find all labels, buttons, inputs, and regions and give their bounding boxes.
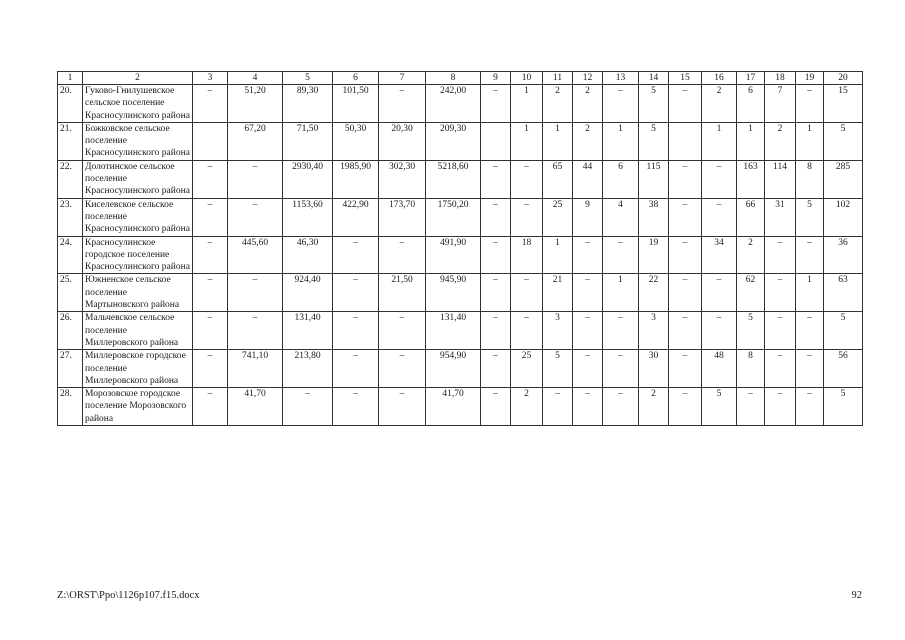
column-header: 11 bbox=[543, 72, 573, 85]
table-cell: – bbox=[481, 350, 511, 388]
table-cell: 18 bbox=[511, 236, 543, 274]
table-cell: – bbox=[765, 274, 796, 312]
table-cell: 41,70 bbox=[426, 388, 481, 426]
table-cell: 5 bbox=[796, 198, 824, 236]
table-row bbox=[58, 85, 863, 123]
table-cell: 954,90 bbox=[426, 350, 481, 388]
table-cell: 30 bbox=[639, 350, 669, 388]
settlement-name: Южненское сельское поселение Мартыновского района bbox=[83, 274, 193, 312]
table-cell: 63 bbox=[824, 274, 863, 312]
table-cell: 491,90 bbox=[426, 236, 481, 274]
table-cell: 51,20 bbox=[228, 85, 283, 123]
table-cell: 20,30 bbox=[379, 122, 426, 160]
table-cell: 44 bbox=[573, 160, 603, 198]
table-cell: – bbox=[193, 236, 228, 274]
table-cell: – bbox=[379, 312, 426, 350]
table-cell: 15 bbox=[824, 85, 863, 123]
table-cell: – bbox=[228, 160, 283, 198]
table-cell: – bbox=[379, 350, 426, 388]
table-cell: – bbox=[481, 198, 511, 236]
table-cell: 67,20 bbox=[228, 122, 283, 160]
table-cell: 1 bbox=[511, 122, 543, 160]
table-cell: 36 bbox=[824, 236, 863, 274]
table-cell: – bbox=[765, 236, 796, 274]
table-cell: 89,30 bbox=[283, 85, 333, 123]
table-cell: – bbox=[193, 198, 228, 236]
table-cell: 2 bbox=[702, 85, 737, 123]
settlement-name: Божковское сельское поселение Красносулинского района bbox=[83, 122, 193, 160]
table-cell: – bbox=[511, 312, 543, 350]
column-header: 8 bbox=[426, 72, 481, 85]
column-header: 2 bbox=[83, 72, 193, 85]
table-cell: – bbox=[573, 274, 603, 312]
table-cell: 8 bbox=[737, 350, 765, 388]
column-header: 5 bbox=[283, 72, 333, 85]
table-cell: 6 bbox=[737, 85, 765, 123]
table-cell: – bbox=[796, 312, 824, 350]
table-cell: – bbox=[603, 350, 639, 388]
settlement-name: Долотинское сельское поселение Красносулинского района bbox=[83, 160, 193, 198]
column-header: 18 bbox=[765, 72, 796, 85]
table-row bbox=[58, 198, 863, 236]
table-cell: – bbox=[702, 160, 737, 198]
row-number: 22. bbox=[58, 160, 83, 198]
table-cell: – bbox=[765, 350, 796, 388]
table-cell: – bbox=[481, 312, 511, 350]
table-cell: – bbox=[669, 160, 702, 198]
table-cell: 945,90 bbox=[426, 274, 481, 312]
table-cell: 101,50 bbox=[333, 85, 379, 123]
table-cell: – bbox=[543, 388, 573, 426]
footer-file-path: Z:\ORST\Ppo\1126p107.f15.docx bbox=[57, 590, 200, 601]
table-cell: – bbox=[603, 388, 639, 426]
table-cell: – bbox=[603, 312, 639, 350]
table-cell: – bbox=[379, 236, 426, 274]
settlement-name: Красносулинское городское поселение Красносулинского района bbox=[83, 236, 193, 274]
table-cell: – bbox=[481, 160, 511, 198]
table-cell: 25 bbox=[543, 198, 573, 236]
table-cell: 114 bbox=[765, 160, 796, 198]
table-cell: – bbox=[796, 236, 824, 274]
table-cell: – bbox=[333, 274, 379, 312]
table-cell: – bbox=[228, 312, 283, 350]
column-header: 19 bbox=[796, 72, 824, 85]
table-cell: – bbox=[333, 236, 379, 274]
table-cell: 1 bbox=[796, 274, 824, 312]
table-cell: – bbox=[737, 388, 765, 426]
table-cell: – bbox=[765, 312, 796, 350]
row-number: 28. bbox=[58, 388, 83, 426]
table-cell: 2 bbox=[765, 122, 796, 160]
header-row bbox=[58, 72, 863, 85]
table-row bbox=[58, 350, 863, 388]
table-row bbox=[58, 122, 863, 160]
table-cell: – bbox=[481, 236, 511, 274]
table-cell: 5 bbox=[543, 350, 573, 388]
table-cell: – bbox=[193, 388, 228, 426]
table-cell: 1 bbox=[543, 236, 573, 274]
settlement-name: Гуково-Гнилушевское сельское поселение Красносулинского района bbox=[83, 85, 193, 123]
table-cell: 8 bbox=[796, 160, 824, 198]
table-cell: 21 bbox=[543, 274, 573, 312]
table-cell: 2 bbox=[573, 85, 603, 123]
table-row bbox=[58, 312, 863, 350]
table-cell: 285 bbox=[824, 160, 863, 198]
table-cell: 115 bbox=[639, 160, 669, 198]
table-cell: 5 bbox=[824, 122, 863, 160]
row-number: 24. bbox=[58, 236, 83, 274]
table-cell: 2 bbox=[573, 122, 603, 160]
settlement-name: Мальчевское сельское поселение Миллеровского района bbox=[83, 312, 193, 350]
table-cell: 1 bbox=[702, 122, 737, 160]
table-cell: 1985,90 bbox=[333, 160, 379, 198]
column-header: 9 bbox=[481, 72, 511, 85]
table-row bbox=[58, 236, 863, 274]
table-cell: 71,50 bbox=[283, 122, 333, 160]
table-cell: – bbox=[573, 312, 603, 350]
table-cell: – bbox=[669, 85, 702, 123]
table-cell: 5 bbox=[639, 122, 669, 160]
table-cell: 41,70 bbox=[228, 388, 283, 426]
table-cell: 5 bbox=[824, 388, 863, 426]
table-cell: – bbox=[283, 388, 333, 426]
table-cell: – bbox=[796, 388, 824, 426]
table-cell: – bbox=[669, 350, 702, 388]
column-header: 17 bbox=[737, 72, 765, 85]
table-cell: 1 bbox=[543, 122, 573, 160]
table-cell: – bbox=[702, 274, 737, 312]
table-cell: 1 bbox=[603, 274, 639, 312]
table-cell: – bbox=[193, 160, 228, 198]
table-cell: 209,30 bbox=[426, 122, 481, 160]
table-cell: – bbox=[573, 388, 603, 426]
settlement-name: Морозовское городское поселение Морозовского района bbox=[83, 388, 193, 426]
table-cell: 2 bbox=[737, 236, 765, 274]
table-cell: 22 bbox=[639, 274, 669, 312]
table-cell: 5 bbox=[639, 85, 669, 123]
table-cell: – bbox=[669, 388, 702, 426]
table-cell: – bbox=[796, 350, 824, 388]
table-cell: 131,40 bbox=[426, 312, 481, 350]
table-cell: – bbox=[379, 85, 426, 123]
table-cell: – bbox=[193, 350, 228, 388]
table-cell: 4 bbox=[603, 198, 639, 236]
table-cell: 302,30 bbox=[379, 160, 426, 198]
table-row bbox=[58, 274, 863, 312]
table-cell: 38 bbox=[639, 198, 669, 236]
row-number: 25. bbox=[58, 274, 83, 312]
table-cell: – bbox=[228, 198, 283, 236]
table-row bbox=[58, 160, 863, 198]
table-cell bbox=[193, 122, 228, 160]
table-cell: – bbox=[702, 198, 737, 236]
table-cell: 924,40 bbox=[283, 274, 333, 312]
settlement-name: Киселевское сельское поселение Красносулинского района bbox=[83, 198, 193, 236]
table-cell: – bbox=[702, 312, 737, 350]
table-cell: 1 bbox=[511, 85, 543, 123]
footer-page-number: 92 bbox=[851, 590, 862, 601]
table-cell: – bbox=[379, 388, 426, 426]
table-cell: 173,70 bbox=[379, 198, 426, 236]
table-cell: 2930,40 bbox=[283, 160, 333, 198]
table-cell: 5 bbox=[824, 312, 863, 350]
table-cell: – bbox=[765, 388, 796, 426]
table-cell: – bbox=[669, 236, 702, 274]
table-cell: 1 bbox=[737, 122, 765, 160]
column-header: 12 bbox=[573, 72, 603, 85]
table-cell: 21,50 bbox=[379, 274, 426, 312]
row-number: 20. bbox=[58, 85, 83, 123]
table-cell: – bbox=[333, 388, 379, 426]
column-header: 14 bbox=[639, 72, 669, 85]
table-cell: – bbox=[228, 274, 283, 312]
table-cell: 1750,20 bbox=[426, 198, 481, 236]
table-cell: – bbox=[511, 274, 543, 312]
table-cell: – bbox=[669, 274, 702, 312]
table-cell: – bbox=[193, 274, 228, 312]
settlement-name: Миллеровское городское поселение Миллеровского района bbox=[83, 350, 193, 388]
row-number: 21. bbox=[58, 122, 83, 160]
table-cell: 242,00 bbox=[426, 85, 481, 123]
table-cell: 56 bbox=[824, 350, 863, 388]
table-cell: – bbox=[511, 160, 543, 198]
table-cell: 1 bbox=[796, 122, 824, 160]
table-cell: 3 bbox=[543, 312, 573, 350]
table-cell: 445,60 bbox=[228, 236, 283, 274]
table-cell: 19 bbox=[639, 236, 669, 274]
column-header: 15 bbox=[669, 72, 702, 85]
table-cell: 66 bbox=[737, 198, 765, 236]
table-cell: 1153,60 bbox=[283, 198, 333, 236]
table-cell: 5 bbox=[702, 388, 737, 426]
table-cell: – bbox=[193, 85, 228, 123]
table-cell: – bbox=[669, 312, 702, 350]
table-cell: 5 bbox=[737, 312, 765, 350]
table-cell: 2 bbox=[543, 85, 573, 123]
table-cell: – bbox=[481, 274, 511, 312]
table-cell: 31 bbox=[765, 198, 796, 236]
column-header: 20 bbox=[824, 72, 863, 85]
table-cell: – bbox=[573, 350, 603, 388]
table-cell: 163 bbox=[737, 160, 765, 198]
table-cell: – bbox=[333, 350, 379, 388]
table-cell: 422,90 bbox=[333, 198, 379, 236]
table-cell: – bbox=[333, 312, 379, 350]
row-number: 27. bbox=[58, 350, 83, 388]
table-cell: – bbox=[193, 312, 228, 350]
table-cell: – bbox=[603, 85, 639, 123]
table-cell: 34 bbox=[702, 236, 737, 274]
table-cell: – bbox=[669, 198, 702, 236]
table-cell: 46,30 bbox=[283, 236, 333, 274]
column-header: 3 bbox=[193, 72, 228, 85]
column-header: 13 bbox=[603, 72, 639, 85]
table-cell: 2 bbox=[639, 388, 669, 426]
table-cell: 50,30 bbox=[333, 122, 379, 160]
column-header: 16 bbox=[702, 72, 737, 85]
table-cell: 102 bbox=[824, 198, 863, 236]
table-cell: 1 bbox=[603, 122, 639, 160]
table-cell: 5218,60 bbox=[426, 160, 481, 198]
table-cell: – bbox=[481, 388, 511, 426]
table-cell: 741,10 bbox=[228, 350, 283, 388]
table-cell: – bbox=[481, 85, 511, 123]
column-header: 4 bbox=[228, 72, 283, 85]
table-cell: 65 bbox=[543, 160, 573, 198]
table-cell: 2 bbox=[511, 388, 543, 426]
table-cell: – bbox=[511, 198, 543, 236]
column-header: 7 bbox=[379, 72, 426, 85]
column-header: 10 bbox=[511, 72, 543, 85]
table-cell: – bbox=[573, 236, 603, 274]
table-cell bbox=[481, 122, 511, 160]
column-header: 6 bbox=[333, 72, 379, 85]
row-number: 26. bbox=[58, 312, 83, 350]
table-body bbox=[58, 85, 863, 426]
table-cell: 9 bbox=[573, 198, 603, 236]
table-cell bbox=[669, 122, 702, 160]
row-number: 23. bbox=[58, 198, 83, 236]
table-cell: 6 bbox=[603, 160, 639, 198]
column-header: 1 bbox=[58, 72, 83, 85]
table-cell: – bbox=[603, 236, 639, 274]
table-cell: – bbox=[796, 85, 824, 123]
table-cell: 7 bbox=[765, 85, 796, 123]
data-table bbox=[57, 71, 863, 426]
table-cell: 131,40 bbox=[283, 312, 333, 350]
table-cell: 25 bbox=[511, 350, 543, 388]
table-row bbox=[58, 388, 863, 426]
table-cell: 3 bbox=[639, 312, 669, 350]
table-cell: 48 bbox=[702, 350, 737, 388]
table-cell: 62 bbox=[737, 274, 765, 312]
table-cell: 213,80 bbox=[283, 350, 333, 388]
